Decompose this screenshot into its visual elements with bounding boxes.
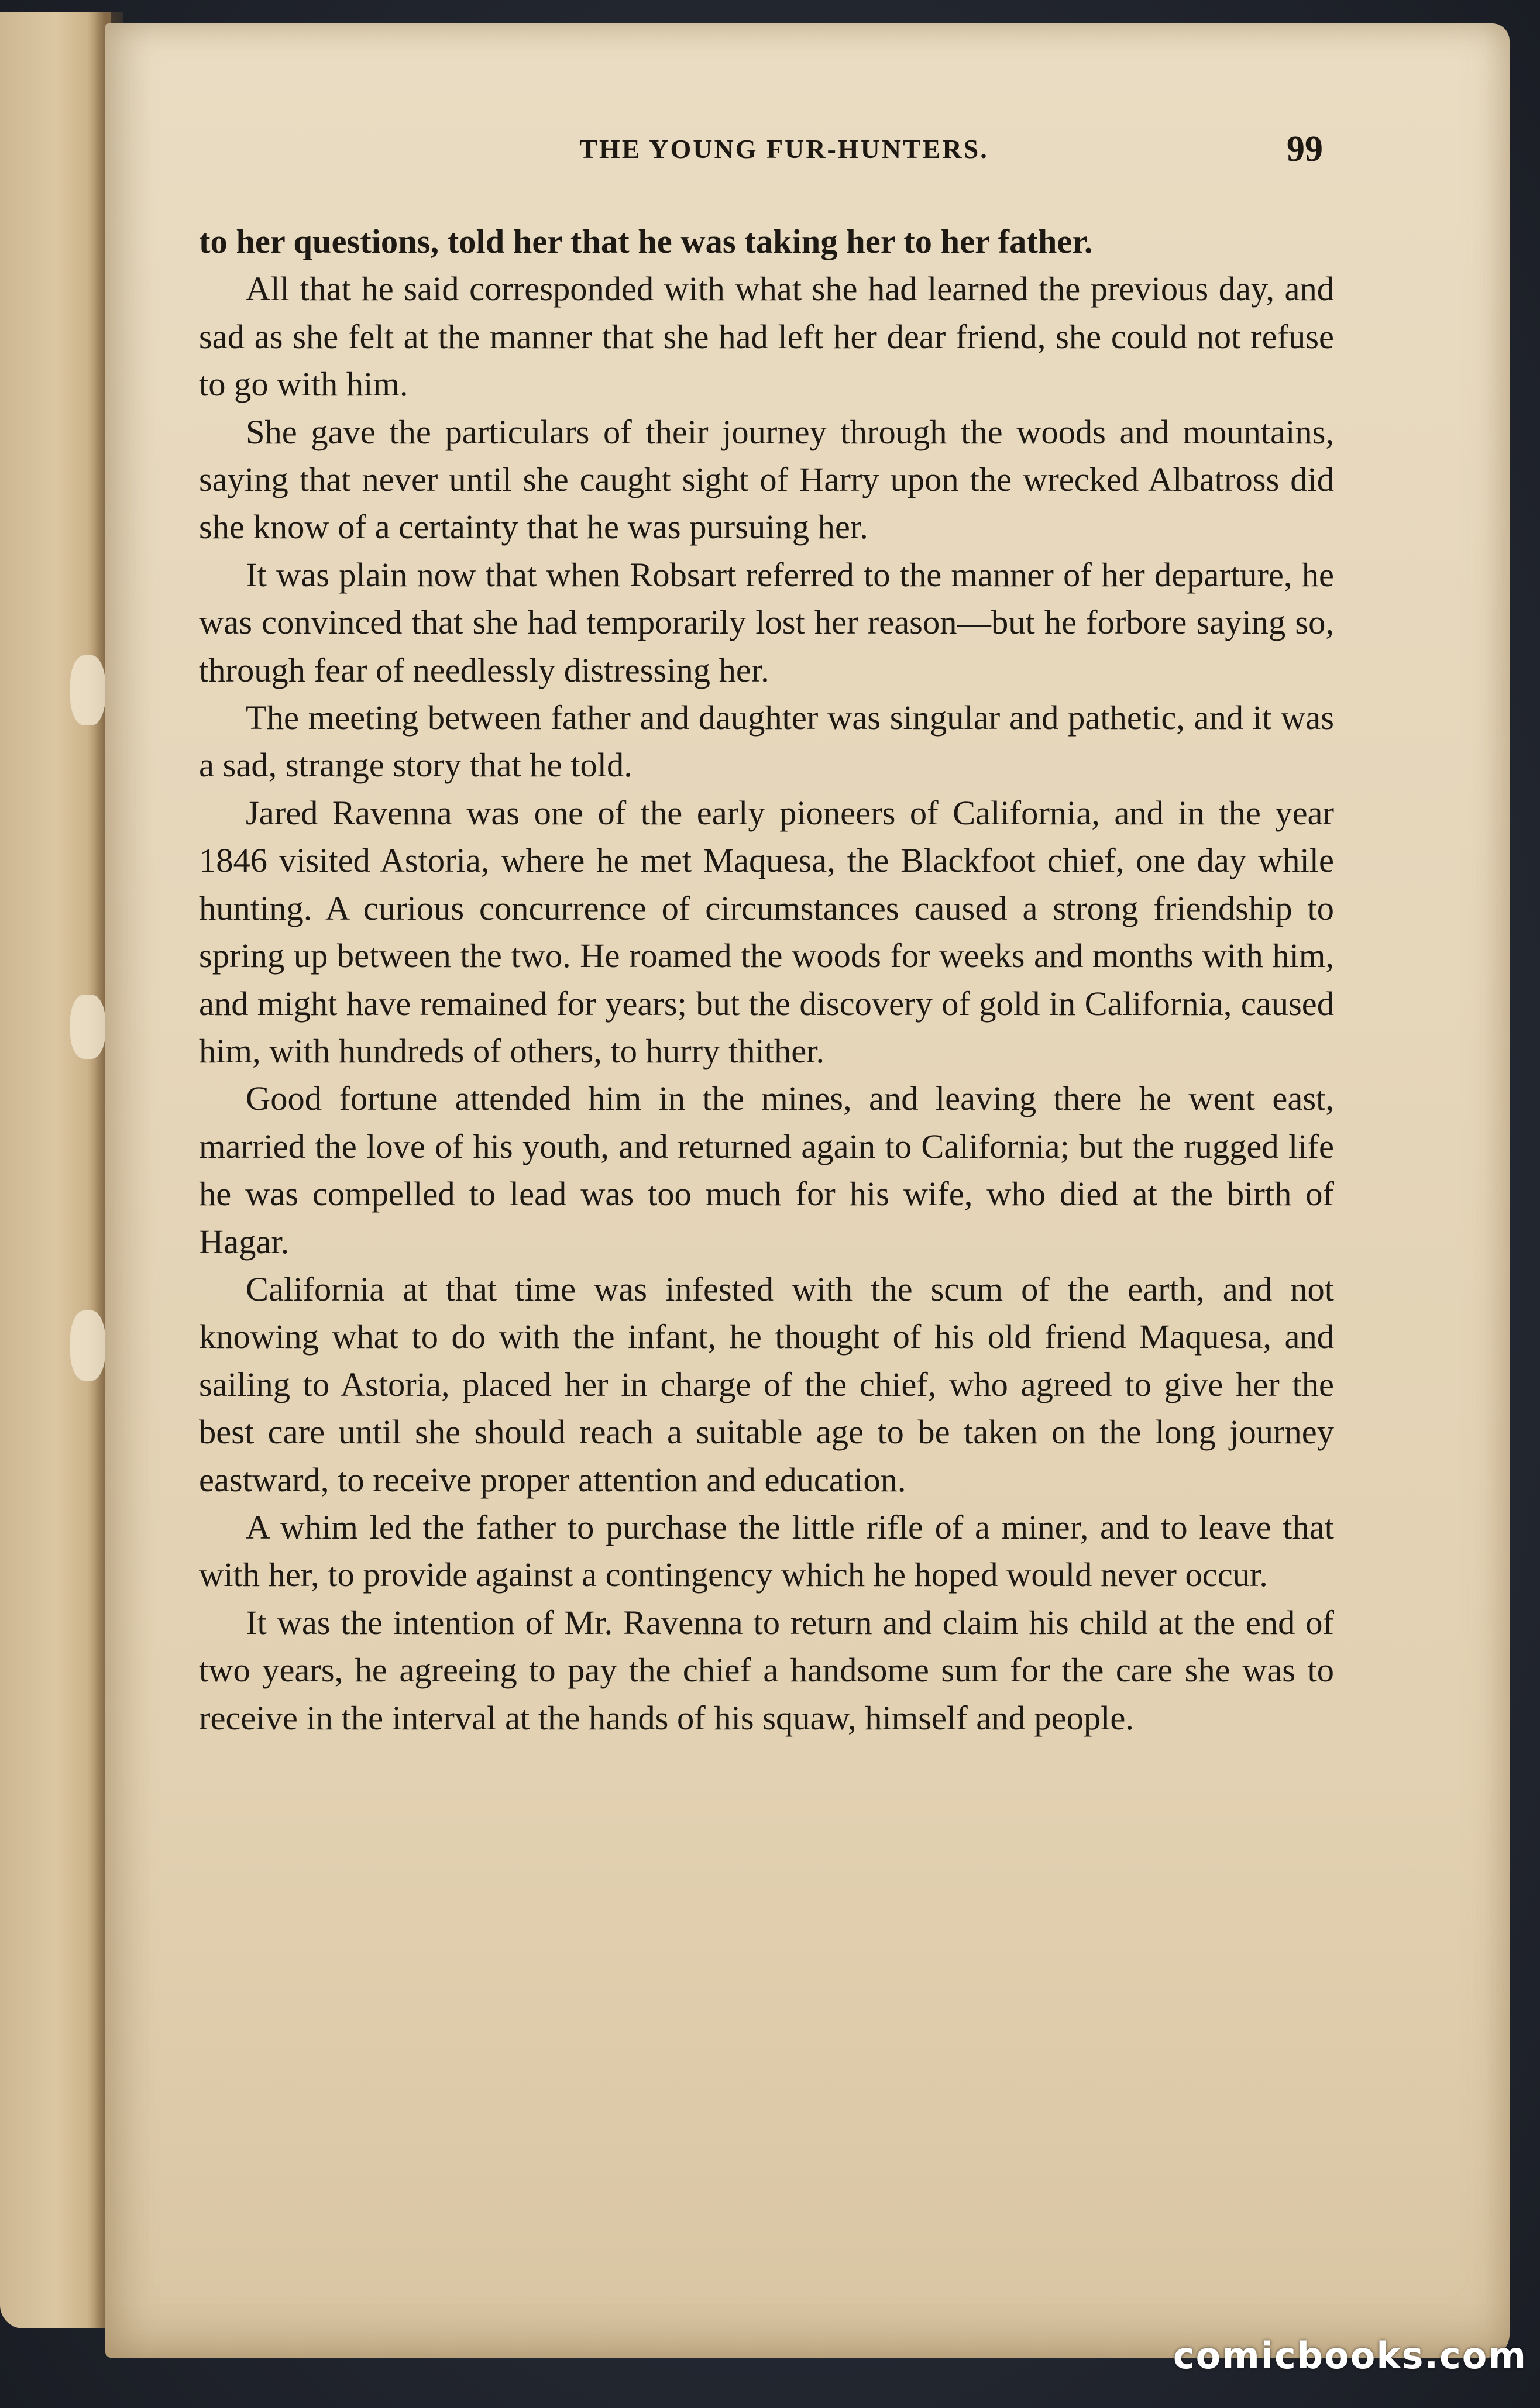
- paragraph: to her questions, told her that he was taking her to her father.: [199, 222, 1093, 260]
- paragraph: It was plain now that when Robsart referred to the manner of her departure, he was convinced that she had temporarily lost her reason—but he forbore saying so, through fear of needlessly distressing her.: [199, 555, 1334, 689]
- paragraph: A whim led the father to purchase the little rifle of a miner, and to leave that with her, to provide against a contingency which he hoped would never occur.: [199, 1508, 1334, 1594]
- paragraph: California at that time was infested with the scum of the earth, and not knowing what to do with the infant, he thought of his old friend Maquesa, and sailing to Astoria, placed her in charge of the chief, who agreed to give her the best care until she should reach a suitable age to be taken on the long journey eastward, to receive proper attention and education.: [199, 1270, 1334, 1499]
- site-watermark: comicbooks.com: [1173, 2334, 1527, 2377]
- paragraph: All that he said corresponded with what she had learned the previous day, and sad as she felt at the manner that she had left her dear friend, she could not refuse to go with him.: [199, 270, 1334, 404]
- page-body: [199, 218, 1334, 1742]
- paragraph: Good fortune attended him in the mines, and leaving there he went east, married the love of his youth, and returned again to California; but the rugged life he was compelled to lead was too much for his wife, who died at the birth of Hagar.: [199, 1079, 1334, 1261]
- running-title: THE YOUNG FUR-HUNTERS.: [579, 134, 989, 164]
- paragraph: The meeting between father and daughter was singular and pathetic, and it was a sad, strange story that he told.: [199, 699, 1334, 785]
- binding-tear: [70, 1310, 105, 1381]
- binding-tear: [70, 655, 105, 725]
- paragraph: Jared Ravenna was one of the early pioneers of California, and in the year 1846 visited Astoria, where he met Maquesa, the Blackfoot chief, one day while hunting. A curious concurrence of circumstances caused a strong friendship to spring up between the two. He roamed the woods for weeks and months with him, and might have remained for years; but the discovery of gold in California, caused him, with hundreds of others, to hurry thither.: [199, 793, 1334, 1070]
- paragraph: She gave the particulars of their journey through the woods and mountains, saying that never until she caught sight of Harry upon the wrecked Albatross did she know of a certainty that he was pursuing her.: [199, 412, 1334, 546]
- page-header: [0, 98, 1540, 169]
- page-number: 99: [1287, 129, 1323, 169]
- binding-tear: [70, 995, 105, 1059]
- paragraph: It was the intention of Mr. Ravenna to return and claim his child at the end of two years, he agreeing to pay the chief a handsome sum for the care she was to receive in the interval at the hands of his squaw, himself and people.: [199, 1603, 1334, 1737]
